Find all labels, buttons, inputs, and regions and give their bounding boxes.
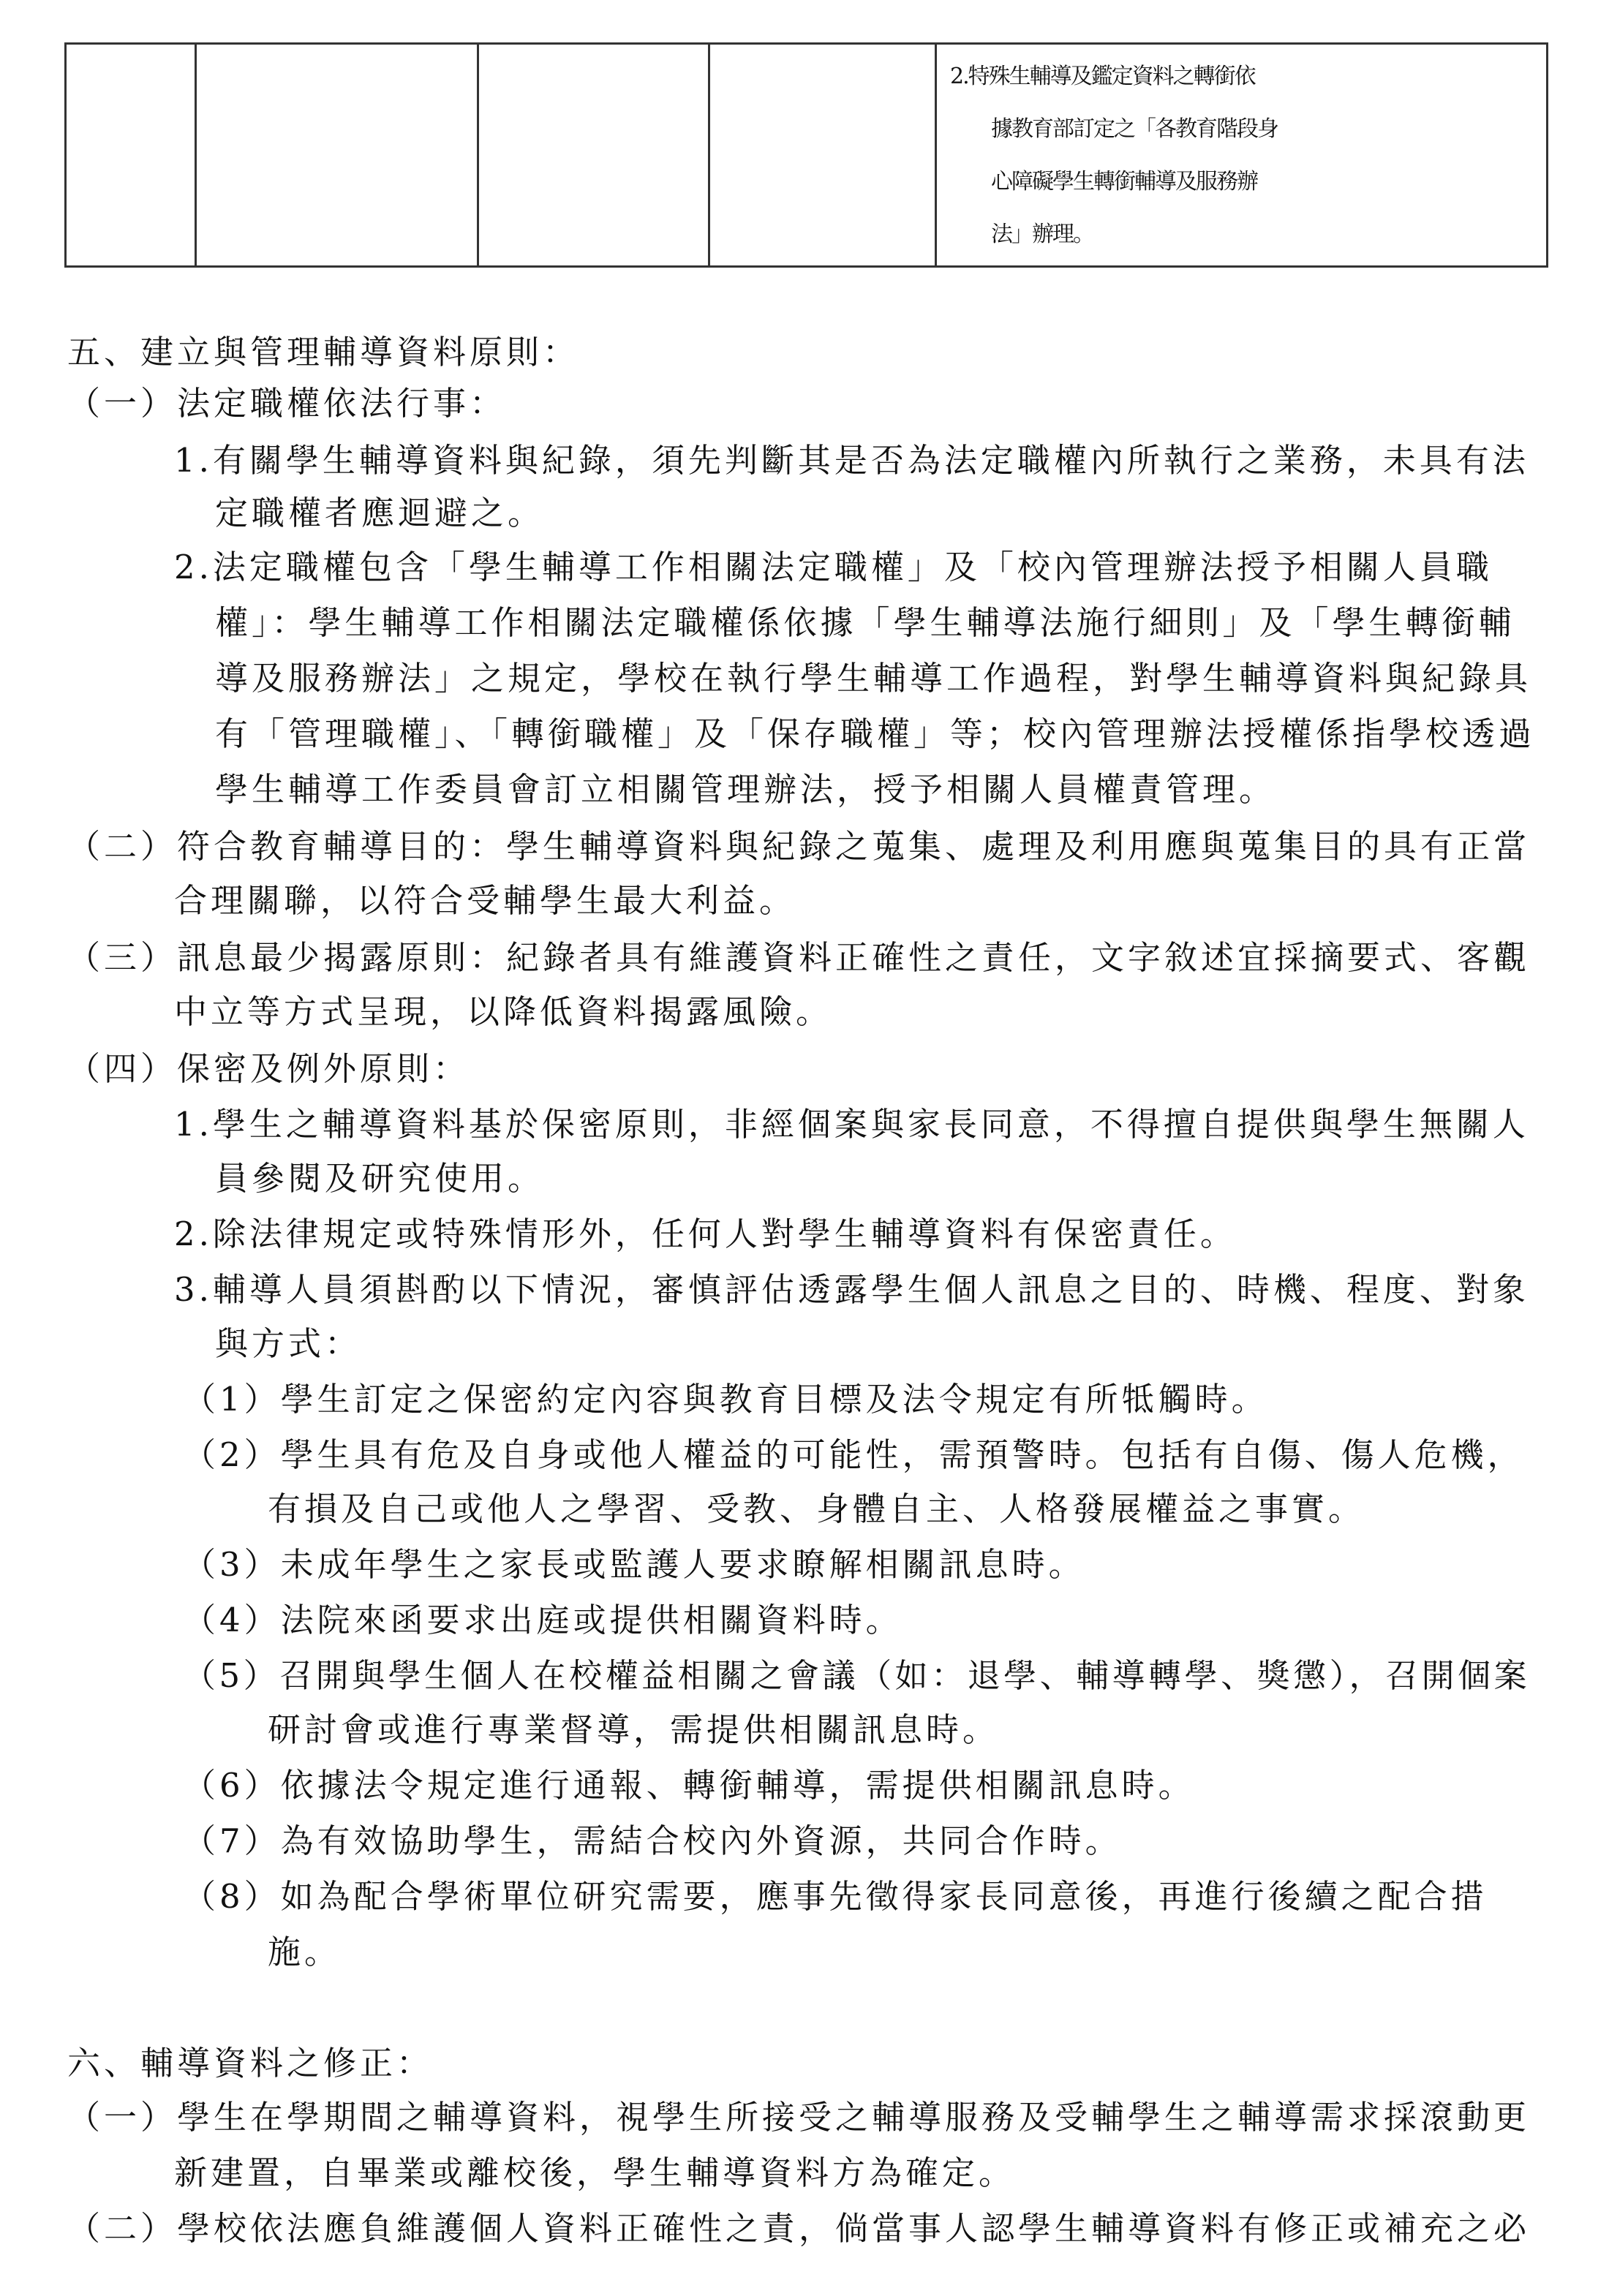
list-item-line: 2.法定職權包含「學生輔導工作相關法定職權」及「校內管理辦法授予相關人員職 [174,548,1493,586]
list-item-line: 員參閱及研究使用。 [215,1159,545,1198]
sub-item-line: （7）為有效協助學生，需結合校內外資源，共同合作時。 [183,1821,1122,1860]
cell-line: 心障礙學生轉銜輔導及服務辦 [991,169,1257,195]
table-cell-empty [66,44,196,267]
paragraph-title: （一）法定職權依法行事： [67,384,507,423]
table-cell-empty [709,44,936,267]
paragraph-title: （四）保密及例外原則： [67,1049,470,1088]
sub-item-line: （6）依據法令規定進行通報、轉銜輔導，需提供相關訊息時。 [183,1766,1195,1805]
table-cell-empty [196,44,478,267]
sub-item-line: 研討會或進行專業督導，需提供相關訊息時。 [268,1710,1000,1749]
list-item-line: 有「管理職權」、「轉銜職權」及「保存職權」等；校內管理辦法授權係指學校透過 [215,714,1536,753]
sub-item-line: （4）法院來函要求出庭或提供相關資料時。 [183,1601,903,1639]
table-cell-empty [478,44,709,267]
list-item-line: 學生輔導工作委員會訂立相關管理辦法，授予相關人員權責管理。 [215,770,1276,809]
paragraph-line: 中立等方式呈現，以降低資料揭露風險。 [174,992,833,1031]
table-cell-note [936,44,1548,267]
list-item-line: 3.輔導人員須斟酌以下情況，審慎評估透露學生個人訊息之目的、時機、程度、對象 [174,1270,1529,1309]
cell-line: 法」辦理。 [991,222,1093,247]
cell-line: 據教育部訂定之「各教育階段身 [991,116,1278,142]
paragraph-line: 合理關聯，以符合受輔學生最大利益。 [174,881,796,920]
sub-item-line: 施。 [268,1933,342,1971]
section-heading: 六、輔導資料之修正： [67,2044,434,2082]
list-item-line: 導及服務辦法」之規定，學校在執行學生輔導工作過程，對學生輔導資料與紀錄具 [215,659,1532,698]
sub-item-line: （1）學生訂定之保密約定內容與教育目標及法令規定有所牴觸時。 [183,1380,1268,1419]
paragraph-line: 新建置，自畢業或離校後，學生輔導資料方為確定。 [174,2153,1016,2192]
section-heading: 五、建立與管理輔導資料原則： [67,333,580,371]
sub-item-line: （5）召開與學生個人在校權益相關之會議（如：退學、輔導轉學、獎懲），召開個案 [183,1656,1531,1695]
paragraph-line: （二）學校依法應負維護個人資料正確性之責，倘當事人認學生輔導資料有修正或補充之必 [67,2209,1531,2248]
sub-item-line: 有損及自己或他人之學習、受教、身體自主、人格發展權益之事實。 [268,1489,1365,1528]
list-item-line: 權」：學生輔導工作相關法定職權係依據「學生輔導法施行細則」及「學生轉銜輔 [215,603,1515,642]
table-fragment [64,42,1548,268]
paragraph-line: （二）符合教育輔導目的：學生輔導資料與紀錄之蒐集、處理及利用應與蒐集目的具有正當 [67,827,1531,866]
cell-line: 2.特殊生輔導及鑑定資料之轉銜依 [950,64,1255,89]
list-item-line: 1.學生之輔導資料基於保密原則，非經個案與家長同意，不得擅自提供與學生無關人 [174,1105,1529,1144]
paragraph-line: （一）學生在學期間之輔導資料，視學生所接受之輔導服務及受輔學生之輔導需求採滾動更 [67,2098,1531,2137]
list-item-line: 與方式： [215,1324,362,1363]
sub-item-line: （2）學生具有危及自身或他人權益的可能性，需預警時。包括有自傷、傷人危機， [183,1435,1524,1474]
sub-item-line: （8）如為配合學術單位研究需要，應事先徵得家長同意後，再進行後續之配合措 [183,1877,1488,1916]
paragraph-line: （三）訊息最少揭露原則：紀錄者具有維護資料正確性之責任，文字敘述宜採摘要式、客觀 [67,938,1531,977]
sub-item-line: （3）未成年學生之家長或監護人要求瞭解相關訊息時。 [183,1545,1085,1584]
list-item-line: 2.除法律規定或特殊情形外，任何人對學生輔導資料有保密責任。 [174,1215,1237,1253]
list-item-line: 1.有關學生輔導資料與紀錄，須先判斷其是否為法定職權內所執行之業務，未具有法 [174,441,1529,480]
list-item-line: 定職權者應迴避之。 [215,494,545,532]
